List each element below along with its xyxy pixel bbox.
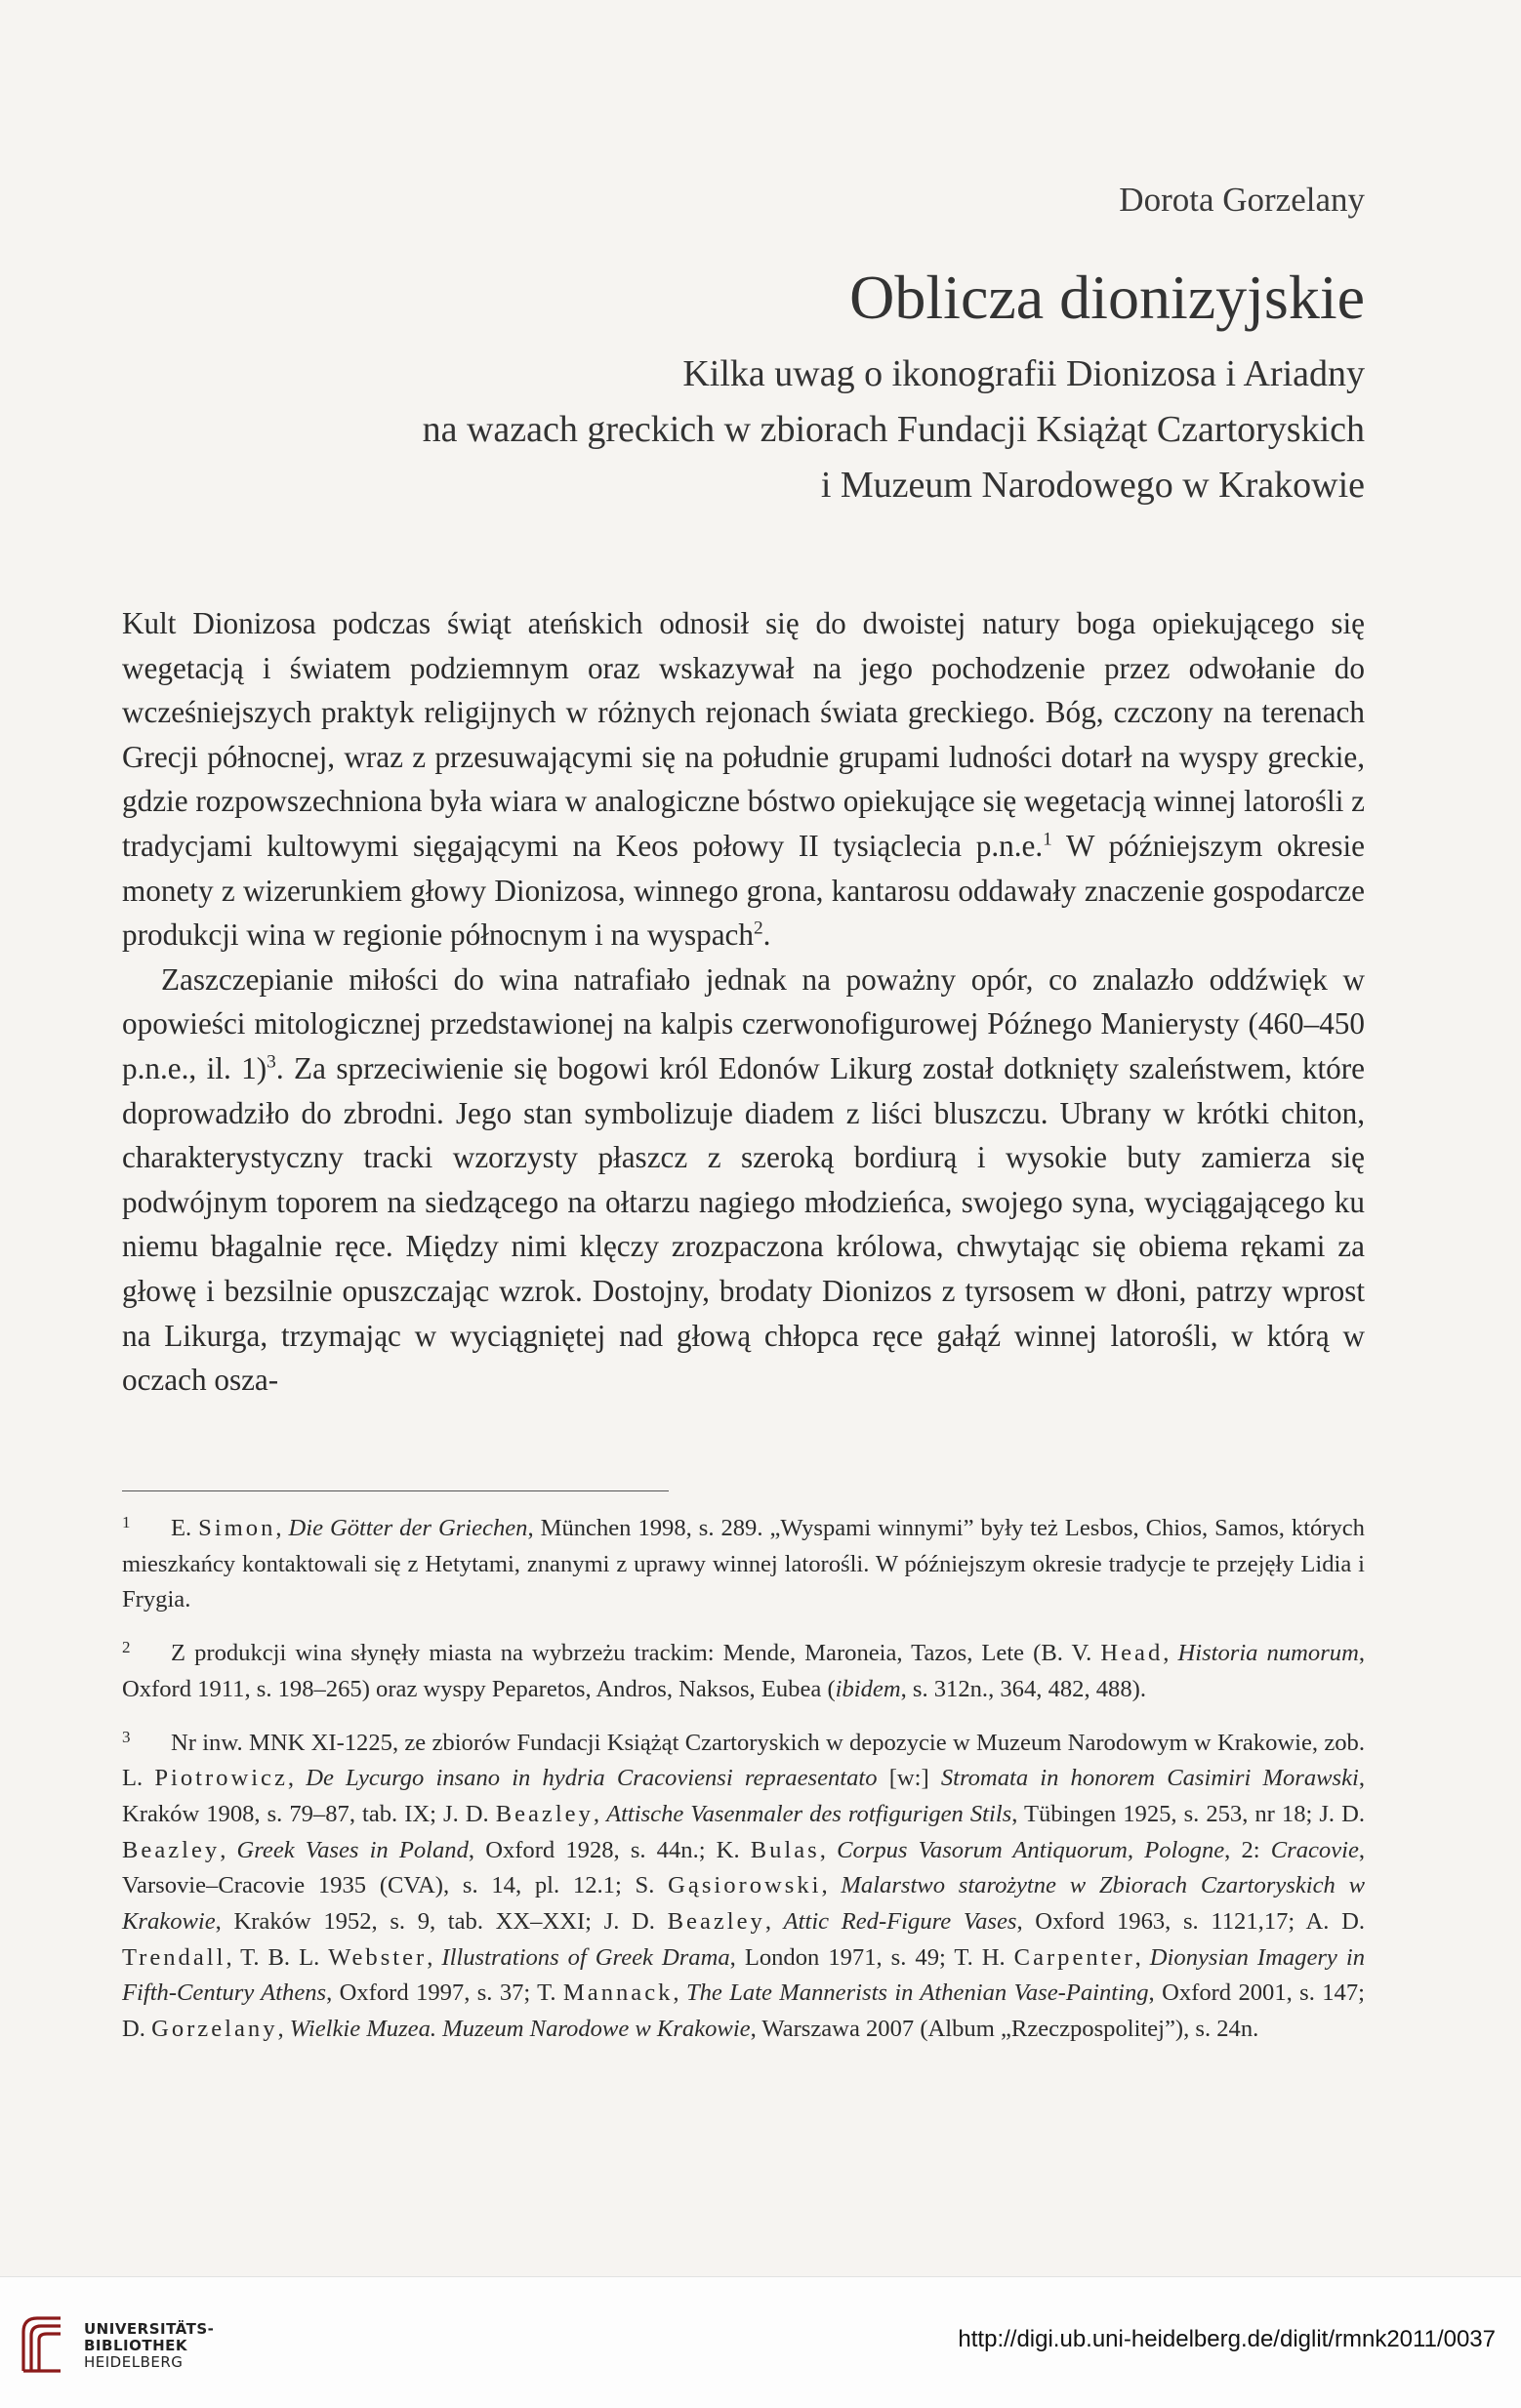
- footnote: 1 E. Simon, Die Götter der Griechen, München 1998, s. 289. „Wyspami winnymi” były też Lesbos, Chios, Samos, których mieszkańcy kontaktowali się z Hetytami, znanymi z uprawy winnej latorośli. W późniejszym okresie tradycje te przejęły Lidia i Frygia.: [122, 1513, 1365, 1613]
- footnote-ref[interactable]: 1: [1043, 829, 1052, 850]
- footnote-number: 3: [122, 1727, 131, 1746]
- work-title: Historia numorum: [1177, 1640, 1359, 1667]
- work-title: Wielkie Muzea. Muzeum Narodowe w Krakowie: [289, 2016, 751, 2043]
- article-author: Dorota Gorzelany: [1119, 181, 1365, 219]
- subtitle-line: na wazach greckich w zbiorach Fundacji Książąt Czartoryskich: [422, 409, 1365, 450]
- paragraph-text: W późniejszym okresie monety z wizerunkiem głowy Dionizosa, winnego grona, kantarosu oddawały znaczenie gospodarcze produkcji wina w regionie północnym i na wyspach: [122, 828, 1366, 953]
- paragraph-text: .: [762, 918, 771, 953]
- subtitle-line: Kilka uwag o ikonografii Dionizosa i Ariadny: [682, 353, 1365, 394]
- paragraph-text: Kult Dionizosa podczas świąt ateńskich odnosił się do dwoistej natury boga opiekującego się wegetacją i światem podziemnym oraz wskazywał na jego pochodzenie przez odwołanie do wcześniejszych praktyk religijnych w różnych rejonach świata greckiego. Bóg, czczony na terenach Grecji północnej, wraz z przesuwającymi się na południe grupami ludności dotarł na wyspy greckie, gdzie rozpowszechniona była wiara w analogiczne bóstwo opiekujące się wegetacją winnej latorośli z tradycjami kultowymi sięgającymi na Keos połowy II tysiąclecia p.n.e.: [122, 606, 1365, 863]
- author-name: Carpenter: [1013, 1943, 1135, 1971]
- footnote: 2 Z produkcji wina słynęły miasta na wybrzeżu trackim: Mende, Maroneia, Tazos, Lete (B. V. Head, Historia numorum, Oxford 1911, s. 198–265) oraz wyspy Peparetos, Andros, Naksos, Eubea (ibidem, s. 312n., 364, 482, 488).: [122, 1638, 1365, 1702]
- footnote-divider: [122, 1490, 669, 1491]
- paragraph-text: . Za sprzeciwienie się bogowi król Edonów Likurg został dotknięty szaleństwem, które doprowadziło do zbrodni. Jego stan symbolizuje diadem z liści bluszczu. Ubrany w krótki chiton, charakterystyczny tracki wzorzysty płaszcz z szeroką bordiurą i wysokie buty zamierza się podwójnym toporem na siedzącego na ołtarzu nagiego młodzieńca, swojego syna, wyciągającego ku niemu błagalnie ręce. Między nimi klęczy zrozpaczona królowa, chwytając się obiema rękami za głowę i bezsilnie opuszczając wzrok. Dostojny, brodaty Dionizos z tyrsosem w dłoni, patrzy wprost na Likurga, trzymając w wyciągniętej nad głową chłopca ręce gałąź winnej latorośli, w którą w oczach osza-: [122, 1050, 1365, 1398]
- work-title: Dionysian Imagery in Fifth-Century Athens: [122, 1943, 1365, 2007]
- work-title: Stromata in honorem Casimiri Morawski: [940, 1765, 1359, 1792]
- author-name: Beazley: [495, 1800, 594, 1827]
- footnote-number: 2: [122, 1638, 131, 1657]
- paragraph: [122, 958, 1365, 1403]
- library-name: [84, 2321, 214, 2371]
- author-name: Gorzelany: [151, 2016, 278, 2043]
- footnote-ref[interactable]: 2: [754, 918, 763, 939]
- library-name-line: HEIDELBERG: [84, 2353, 184, 2371]
- article-title: Oblicza dionizyjskie: [849, 263, 1365, 332]
- work-title: Greek Vases in Poland: [236, 1836, 469, 1863]
- work-title: De Lycurgo insano in hydria Cracoviensi repraesentato: [306, 1765, 878, 1792]
- footnote: 3 Nr inw. MNK XI-1225, ze zbiorów Fundacji Książąt Czartoryskich w depozycie w Muzeum Narodowym w Krakowie, zob. L. Piotrowicz, De Lycurgo insano in hydria Cracoviensi repraesentato [w:] Stromata in honorem Casimiri Morawski, Kraków 1908, s. 79–87, tab. IX; J. D. Beazley, Attische Vasenmaler des rotfigurigen Stils, Tübingen 1925, s. 253, nr 18; J. D. Beazley, Greek Vases in Poland, Oxford 1928, s. 44n.; K. Bulas, Corpus Vasorum Antiquorum, Pologne, 2: Cracovie, Varsovie–Cracovie 1935 (CVA), s. 14, pl. 12.1; S. Gąsiorowski, Malarstwo starożytne w Zbiorach Czartoryskich w Krakowie, Kraków 1952, s. 9, tab. XX–XXI; J. D. Beazley, Attic Red-Figure Vases, Oxford 1963, s. 1121,17; A. D. Trendall, T. B. L. Webster, Illustrations of Greek Drama, London 1971, s. 49; T. H. Carpenter, Dionysian Imagery in Fifth-Century Athens, Oxford 1997, s. 37; T. Mannack, The Late Mannerists in Athenian Vase-Painting, Oxford 2001, s. 147; D. Gorzelany, Wielkie Muzea. Muzeum Narodowe w Krakowie, Warszawa 2007 (Album „Rzeczpospolitej”), s. 24n.: [122, 1727, 1366, 2043]
- library-name-line: BIBLIOTHEK: [84, 2337, 187, 2354]
- subtitle-line: i Muzeum Narodowego w Krakowie: [820, 465, 1365, 506]
- work-title: Illustrations of Greek Drama: [441, 1943, 730, 1971]
- work-title: Die Götter der Griechen: [288, 1515, 528, 1541]
- paragraph-text: Zaszczepianie miłości do wina natrafiało jednak na poważny opór, co znalazło oddźwięk w opowieści mitologicznej przedstawionej na kalpis czerwonofigurowej Późnego Manierysty (460–450 p.n.e., il. 1): [122, 961, 1365, 1085]
- work-title: Attische Vasenmaler des rotfigurigen Stils: [606, 1800, 1012, 1827]
- work-title: Cracovie: [1270, 1836, 1359, 1863]
- viewer-footer: [0, 2276, 1521, 2408]
- work-title: The Late Mannerists in Athenian Vase-Painting: [685, 1979, 1149, 2007]
- author-name: Trendall: [122, 1943, 226, 1971]
- library-name-line: UNIVERSITÄTS-: [84, 2320, 215, 2338]
- author-name: Bulas: [750, 1836, 820, 1863]
- footnote-ref[interactable]: 3: [267, 1051, 276, 1073]
- page-url-link[interactable]: http://digi.ub.uni-heidelberg.de/diglit/rmnk2011/0037: [958, 2326, 1496, 2352]
- footnotes: [122, 1511, 1365, 2065]
- work-title: Corpus Vasorum Antiquorum, Pologne: [837, 1836, 1225, 1863]
- author-name: Mannack: [562, 1979, 674, 2007]
- author-name: Beazley: [667, 1908, 765, 1936]
- work-title: Malarstwo starożytne w Zbiorach Czartoryskich w Krakowie: [122, 1872, 1365, 1936]
- author-name: Head: [1100, 1640, 1164, 1667]
- author-name: Gąsiorowski: [668, 1872, 822, 1899]
- footnote-number: 1: [122, 1513, 131, 1531]
- author-name: Piotrowicz: [154, 1765, 288, 1792]
- author-name: Webster: [328, 1943, 428, 1971]
- work-title: ibidem: [835, 1675, 901, 1702]
- library-logo-icon[interactable]: [18, 2310, 66, 2379]
- article-body: [122, 601, 1365, 1403]
- paragraph: [122, 601, 1365, 958]
- author-name: Simon: [198, 1515, 276, 1541]
- author-name: Beazley: [122, 1836, 221, 1863]
- article-subtitle: [0, 347, 1365, 513]
- work-title: Attic Red-Figure Vases: [783, 1908, 1017, 1936]
